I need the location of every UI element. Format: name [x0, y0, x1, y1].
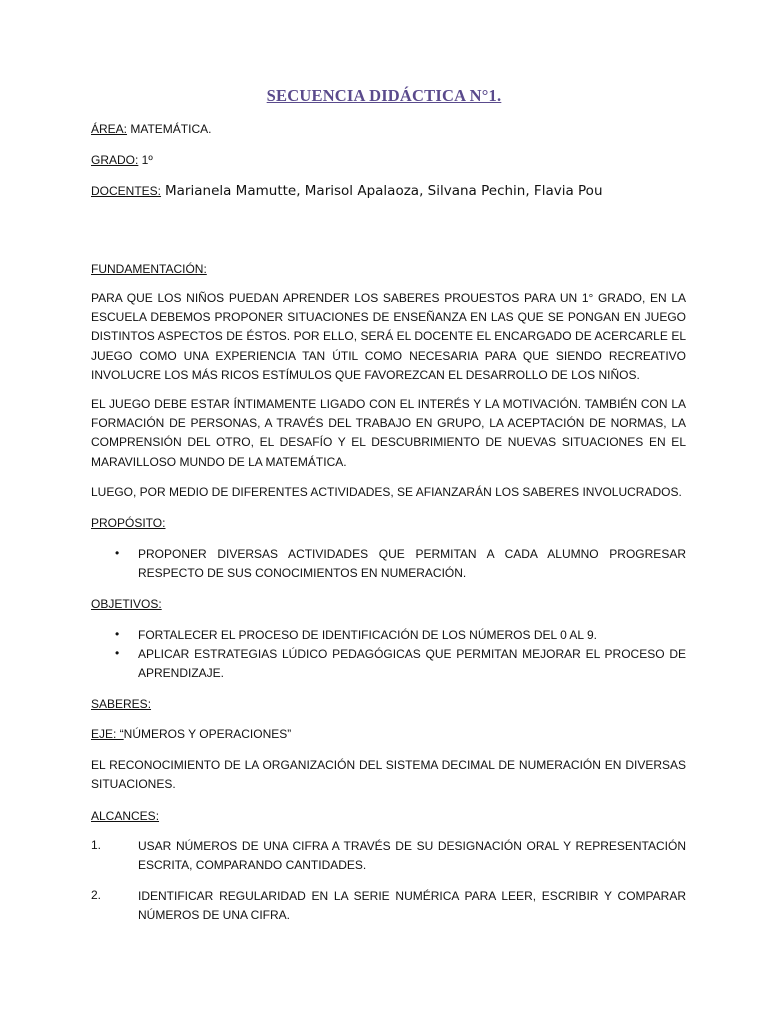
fundamentacion-paragraph-1: PARA QUE LOS NIÑOS PUEDAN APRENDER LOS SABERES PROUESTOS PARA UN 1° GRADO, EN LA ESCUELA DEBEMOS PROPONER SITUACIONES DE ENSEÑANZA EN LAS QUE SE PONGAN EN JUEGO DISTINTOS ASPECTOS DE ÉSTOS. POR ELLO, SERÁ EL DOCENTE EL ENCARGADO DE ACERCARLE EL JUEGO COMO UNA EXPERIENCIA TAN ÚTIL COMO NECESARIA PARA QUE SIENDO RECREATIVO INVOLUCRE LOS MÁS RICOS ESTÍMULOS QUE FAVOREZCAN EL DESARROLLO DE LOS NIÑOS. [91, 291, 686, 382]
alcances-heading: ALCANCES: [91, 809, 160, 823]
docentes-value: Marianela Mamutte, Marisol Apalaoza, Silvana Pechin, Flavia Pou [165, 183, 603, 199]
docentes-label: DOCENTES: [91, 184, 162, 198]
proposito-bullet-1: PROPONER DIVERSAS ACTIVIDADES QUE PERMITAN A CADA ALUMNO PROGRESAR RESPECTO DE SUS CONOCIMIENTOS EN NUMERACIÓN. [138, 547, 686, 581]
saberes-paragraph: EL RECONOCIMIENTO DE LA ORGANIZACIÓN DEL SISTEMA DECIMAL DE NUMERACIÓN EN DIVERSAS SITUACIONES. [91, 758, 686, 792]
grado-value: 1º [138, 153, 153, 167]
bullet-icon: • [115, 646, 120, 660]
eje-line [91, 727, 291, 741]
alcances-item-1: USAR NÚMEROS DE UNA CIFRA A TRAVÉS DE SU DESIGNACIÓN ORAL Y REPRESENTACIÓN ESCRITA, COMPARANDO CANTIDADES. [138, 839, 686, 873]
fundamentacion-paragraph-3: LUEGO, POR MEDIO DE DIFERENTES ACTIVIDADES, SE AFIANZARÁN LOS SABERES INVOLUCRADOS. [91, 485, 682, 499]
area-value: MATEMÁTICA. [127, 122, 212, 136]
docentes-line [91, 183, 603, 199]
fundamentacion-paragraph-2: EL JUEGO DEBE ESTAR ÍNTIMAMENTE LIGADO CON EL INTERÉS Y LA MOTIVACIÓN. TAMBIÉN CON LA FORMACIÓN DE PERSONAS, A TRAVÉS DEL TRABAJO EN GRUPO, LA ACEPTACIÓN DE NORMAS, LA COMPRENSIÓN DEL OTRO, EL DESAFÍO Y EL DESCUBRIMIENTO DE NUEVAS SITUACIONES EN EL MARAVILLOSO MUNDO DE LA MATEMÁTICA. [91, 397, 686, 469]
fundamentacion-heading: FUNDAMENTACIÓN: [91, 262, 207, 276]
eje-value: NÚMEROS Y OPERACIONES” [123, 727, 292, 741]
alcances-number-1: 1. [91, 838, 102, 852]
document-title: SECUENCIA DIDÁCTICA N°1. [266, 86, 502, 105]
bullet-icon: • [115, 546, 120, 560]
eje-label: EJE: “ [91, 727, 124, 741]
alcances-number-2: 2. [91, 888, 102, 902]
grado-label: GRADO: [91, 153, 139, 167]
bullet-icon: • [115, 627, 120, 641]
alcances-item-2: IDENTIFICAR REGULARIDAD EN LA SERIE NUMÉRICA PARA LEER, ESCRIBIR Y COMPARAR NÚMEROS DE UNA CIFRA. [138, 889, 686, 923]
saberes-heading: SABERES: [91, 697, 152, 711]
objetivos-bullet-2: APLICAR ESTRATEGIAS LÚDICO PEDAGÓGICAS QUE PERMITAN MEJORAR EL PROCESO DE APRENDIZAJE. [138, 647, 686, 681]
objetivos-bullet-1: FORTALECER EL PROCESO DE IDENTIFICACIÓN DE LOS NÚMEROS DEL 0 AL 9. [138, 628, 597, 642]
grado-line [91, 153, 153, 167]
area-label: ÁREA: [91, 122, 128, 136]
objetivos-heading: OBJETIVOS: [91, 597, 162, 611]
area-line [91, 122, 211, 136]
proposito-heading: PROPÓSITO: [91, 516, 166, 530]
